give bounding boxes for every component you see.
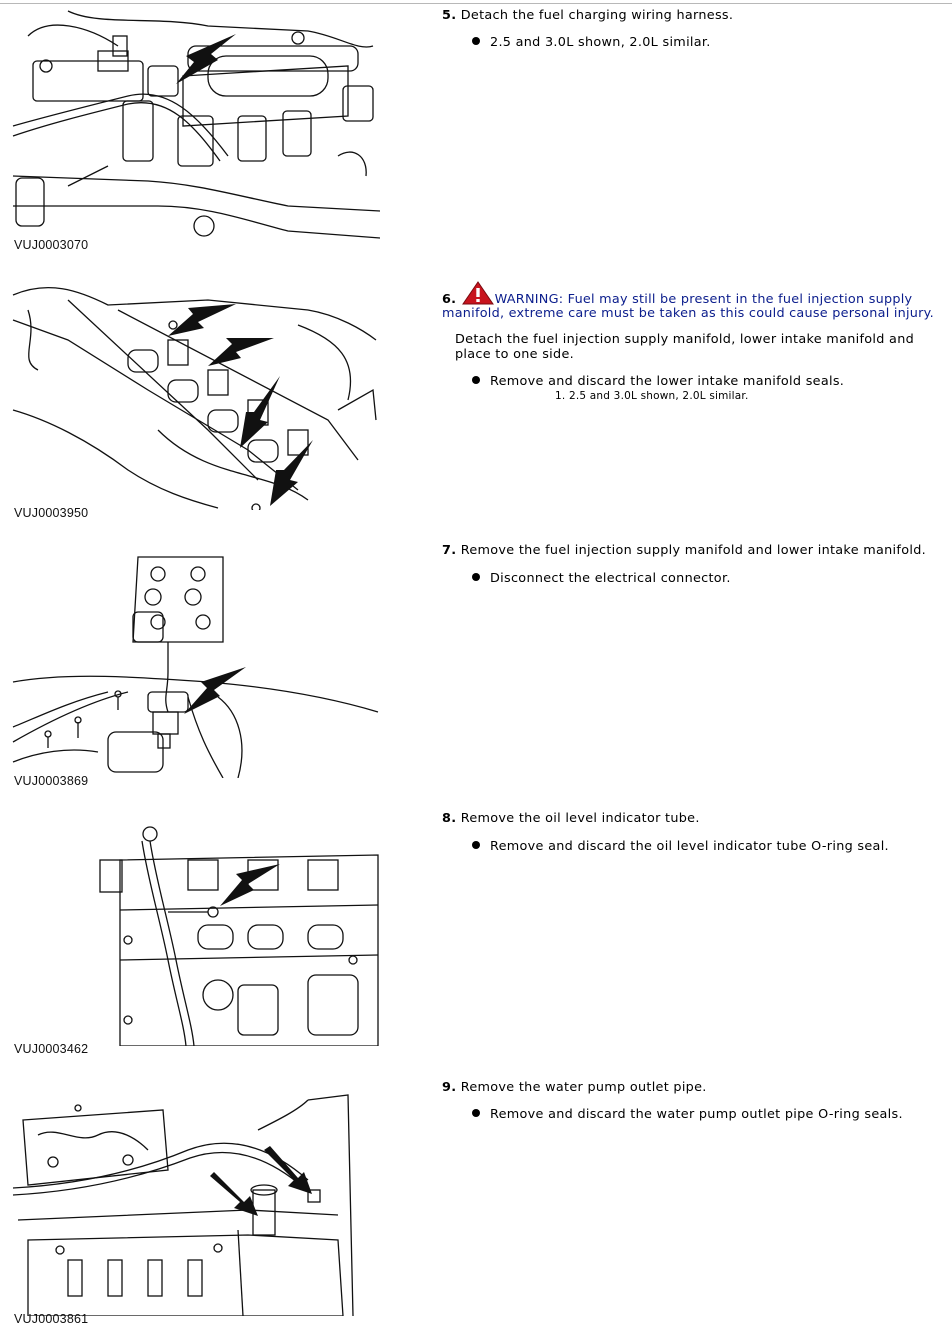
bullet-icon [472, 37, 480, 45]
bullet-text: 2.5 and 3.0L shown, 2.0L similar. [490, 35, 711, 50]
bullet-item [472, 1107, 903, 1122]
top-divider [0, 3, 952, 4]
step-number: 9. [442, 1080, 457, 1095]
step-8 [442, 811, 942, 826]
figure-id: VUJ0003462 [14, 1042, 89, 1056]
bullet-item [472, 839, 889, 854]
step-text: Remove the fuel injection supply manifold and lower intake manifold. [460, 543, 926, 558]
bullet-item [472, 571, 731, 586]
fuel-injection-manifold-illustration-icon [8, 280, 380, 510]
bullet-item [472, 374, 844, 389]
step-text: Detach the fuel charging wiring harness. [460, 8, 734, 23]
bullet-icon [472, 841, 480, 849]
electrical-connector-illustration-icon [8, 552, 380, 778]
figure-5 [8, 1090, 380, 1330]
bullet-item [472, 35, 711, 50]
step-number: 5. [442, 8, 457, 23]
warning-text: WARNING: Fuel may still be present in the fuel injection supply manifold, extreme care must be taken as this could cause personal injury. [442, 292, 934, 321]
figure-4 [8, 820, 380, 1060]
bullet-text: Remove and discard the lower intake manifold seals. [490, 374, 845, 389]
step-7 [442, 543, 942, 558]
fuel-charging-harness-illustration-icon [8, 6, 380, 242]
step-number: 6. [442, 292, 457, 307]
water-pump-outlet-pipe-illustration-icon [8, 1090, 380, 1316]
step-number: 7. [442, 543, 457, 558]
step-5 [442, 8, 942, 23]
sub-item: 1. 2.5 and 3.0L shown, 2.0L similar. [555, 390, 749, 402]
figure-2 [8, 280, 380, 524]
step-text: Remove the oil level indicator tube. [460, 811, 700, 826]
figure-id: VUJ0003950 [14, 506, 89, 520]
figure-1 [8, 6, 380, 256]
figure-3 [8, 552, 380, 792]
step-text: Remove the water pump outlet pipe. [460, 1080, 707, 1095]
bullet-icon [472, 1109, 480, 1117]
step-9 [442, 1080, 942, 1095]
figure-id: VUJ0003869 [14, 774, 89, 788]
warning-triangle-icon [462, 281, 494, 305]
oil-level-indicator-tube-illustration-icon [8, 820, 380, 1046]
step-6-warning [442, 281, 942, 321]
step-text: Detach the fuel injection supply manifold, lower intake manifold and place to one side. [455, 332, 915, 362]
bullet-text: Remove and discard the oil level indicator tube O-ring seal. [490, 839, 889, 854]
bullet-icon [472, 376, 480, 384]
bullet-text: Remove and discard the water pump outlet pipe O-ring seals. [490, 1107, 903, 1122]
bullet-icon [472, 573, 480, 581]
bullet-text: Disconnect the electrical connector. [490, 571, 731, 586]
figure-id: VUJ0003070 [14, 238, 89, 252]
step-number: 8. [442, 811, 457, 826]
figure-id: VUJ0003861 [14, 1312, 89, 1326]
